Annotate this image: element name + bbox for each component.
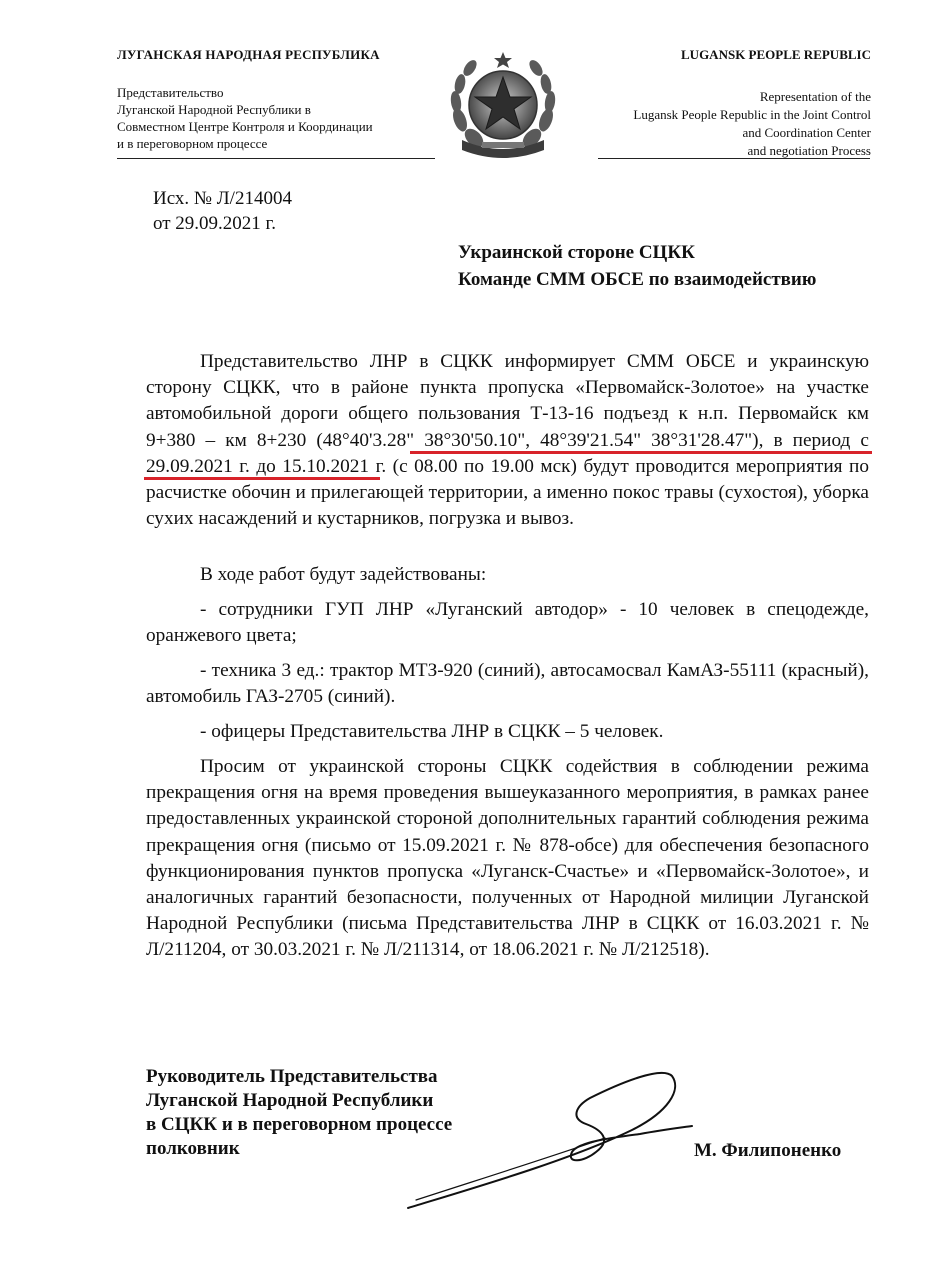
red-underline — [144, 477, 380, 480]
header-right-line: Lugansk People Republic in the Joint Control — [633, 107, 871, 122]
paragraph-main-start: Представительство ЛНР в СЦКК информирует СММ ОБСЕ и украинскую сторону СЦКК, что в районе пункта пропуска «Первомайск-Золотое» на участке автомобильной дороги общего пользования Т-13-16 подъезд к н.п. Первомайск — [146, 351, 869, 425]
signatory-line: Руководитель Представительства — [146, 1066, 438, 1087]
addressee — [458, 239, 816, 293]
signatory-line: в СЦКК и в переговорном процессе — [146, 1114, 453, 1135]
header-left-title: ЛУГАНСКАЯ НАРОДНАЯ РЕСПУБЛИКА — [117, 47, 380, 62]
header-left-line: и в переговорном процессе — [117, 136, 268, 151]
paragraph-officers: - офицеры Представительства ЛНР в СЦКК – 5 человек. — [200, 721, 664, 742]
handwritten-signature-icon — [400, 1068, 700, 1218]
paragraph-involved: В ходе работ будут задействованы: — [200, 564, 487, 585]
header-divider-right — [598, 158, 870, 159]
red-underline — [410, 451, 872, 454]
coat-of-arms-icon — [446, 50, 560, 162]
signatory-name: М. Филипоненко — [694, 1140, 842, 1161]
header-divider-left — [117, 158, 435, 159]
signatory-line: полковник — [146, 1138, 240, 1159]
paragraph-staff: - сотрудники ГУП ЛНР «Луганский автодор» - 10 человек в спецодежде, оранжевого цвета; — [146, 599, 869, 647]
outgoing-date: от 29.09.2021 г. — [153, 213, 276, 234]
header-left-address — [117, 84, 373, 152]
header-right-address — [551, 88, 871, 160]
header-right-line: and Coordination Center — [742, 125, 871, 140]
header-left-line: Представительство — [117, 85, 224, 100]
addressee-line: Украинской стороне СЦКК — [458, 242, 695, 263]
paragraph-main — [146, 349, 869, 532]
highlighted-coordinates: км 9+380 – км 8+230 (48°40'3.28" 38°30'50.10", 48°39'21.54" 38°31'28.47") — [146, 403, 869, 451]
outgoing-reference — [153, 186, 292, 236]
signatory-line: Луганской Народной Республики — [146, 1090, 434, 1111]
header-right-line: Representation of the — [759, 89, 871, 104]
header-right-title: LUGANSK PEOPLE REPUBLIC — [681, 47, 871, 62]
paragraph-main-end: , в период с 29.09.2021 г. до 15.10.2021 г. (с 08.00 по 19.00 мск) будут проводится мероприятия по расчистке обочин и прилегающей территории, а именно покос травы (сухостоя), уборка сухих насаждений и кустарников, погрузка и вывоз. — [146, 429, 869, 530]
outgoing-number: Исх. № Л/214004 — [153, 188, 292, 209]
addressee-line: Команде СММ ОБСЕ по взаимодействию — [458, 269, 817, 290]
header-left-line: Совместном Центре Контроля и Координации — [117, 119, 373, 134]
header-right-line: and negotiation Process — [747, 143, 871, 158]
paragraph-request: Просим от украинской стороны СЦКК содействия в соблюдении режима прекращения огня на время проведения вышеуказанного мероприятия, в рамках ранее предоставленных украинской стороной дополнительных гарантий соблюдения режима прекращения огня (письмо от 15.09.2021 г. № 878-обсе) для обеспечения безопасного функционирования пунктов пропуска «Луганск-Счастье» и «Первомайск-Золотое», и аналогичных гарантий безопасности, полученных от Народной милиции Луганской Народной Республики (письма Представительства ЛНР в СЦКК от 16.03.2021 г. № Л/211204, от 30.03.2021 г. № Л/211314, от 18.06.2021 г. № Л/212518). — [146, 756, 869, 961]
header-left-line: Луганской Народной Республики в — [117, 102, 311, 117]
paragraph-equipment: - техника 3 ед.: трактор МТЗ-920 (синий), автосамосвал КамАЗ-55111 (красный), автомобиль ГАЗ-2705 (синий). — [146, 660, 869, 708]
